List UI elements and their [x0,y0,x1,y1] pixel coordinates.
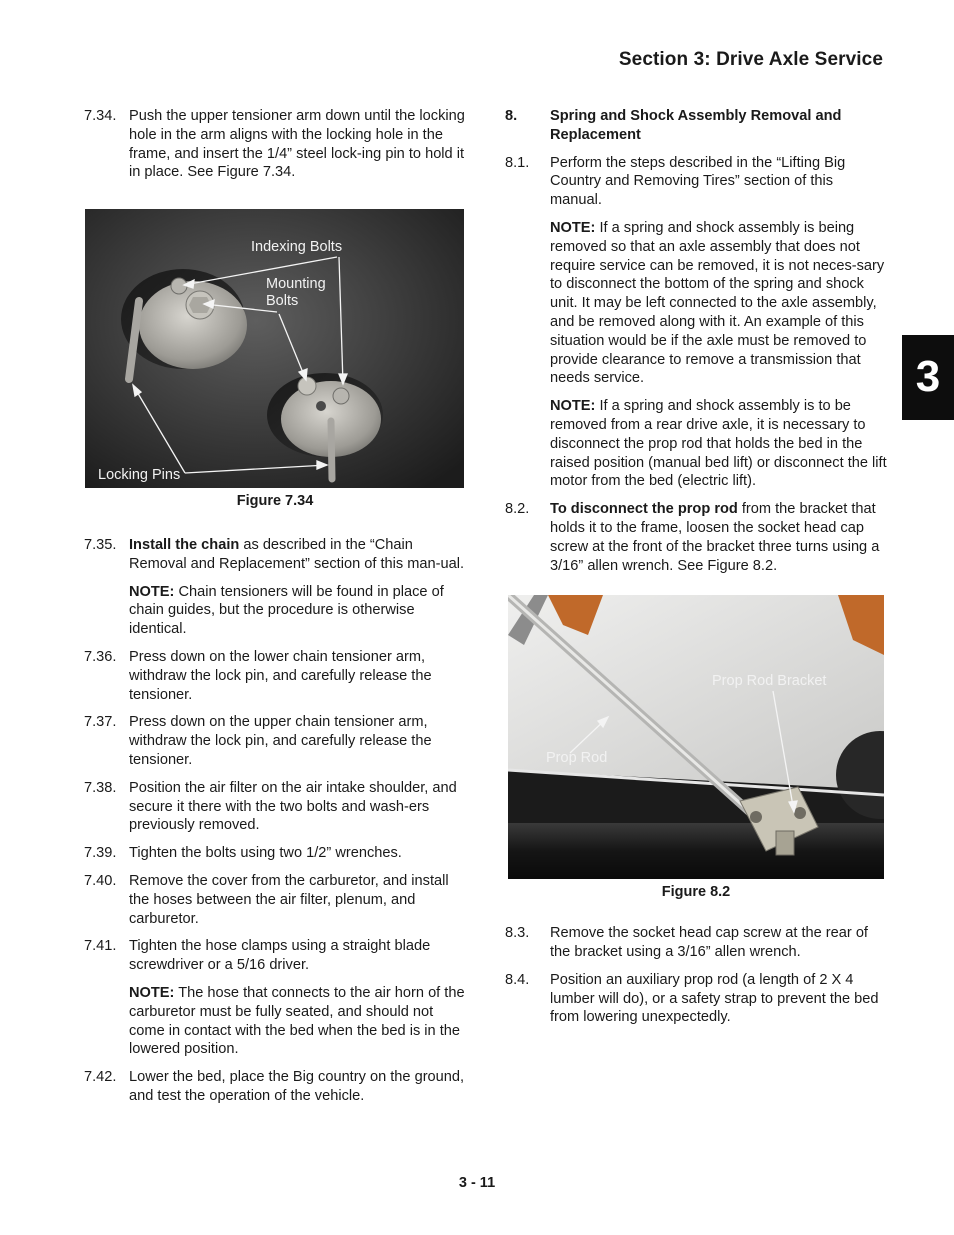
step-8-1 [505,154,887,210]
step-text: Push the upper tensioner arm down until the locking hole in the arm aligns with the locking hole in the frame, and insert the 1/4” steel lock-ing pin to hold it in place. See Figure 7.34. [129,108,465,181]
step-text: Press down on the upper chain tensioner arm, withdraw the lock pin, and carefully release the tensioner. [129,714,432,768]
figure-7-34 [84,209,466,511]
step-rest-text: as described in the “Chain Removal and Replacement” section of this man-ual. [129,536,465,572]
note-text: If a spring and shock assembly is to be removed from a rear drive axle, it is necessary to disconnect the prop rod that holds the bed in the raised position (manual bed lift) or disconnect the lift motor from the bed (electric lift). [550,398,887,490]
note-8-1-a [550,219,887,388]
step-number: 8. [505,108,518,124]
note-8-1-b [550,397,887,491]
note-text: The hose that connects to the air horn of the carburetor must be fully seated, and should not come in contact with the bed when the bed is in the lowered position. [129,984,465,1058]
step-number: 8.4. [505,971,530,988]
right-column [505,107,887,1036]
step-number: 7.34. [84,108,117,124]
prop-rod-photo-illustration [508,595,884,879]
figure-8-2 [505,595,887,902]
step-7-35 [84,536,466,574]
step-text: Perform the steps described in the “Lifting Big Country and Removing Tires” section of this manual. [550,154,846,209]
step-text: Remove the socket head cap screw at the rear of the bracket using a 3/16” allen wrench. [550,925,868,960]
step-number: 7.42. [84,1069,117,1086]
step-number: 7.40. [84,872,117,889]
step-number: 7.37. [84,714,117,731]
step-number: 7.39. [84,845,117,862]
label-prop-rod-bracket: Prop Rod Bracket [712,673,827,690]
note-label: NOTE: [129,984,175,1001]
step-number: 7.35. [84,536,117,553]
note-text: If a spring and shock assembly is being removed so that an axle assembly that does not require service can be removed, it is not neces-sary to disconnect the bottom of the spring and shock unit. It may be left connected to the axle assembly, and be removed along with it. An example of this situation would be if the axle must be removed to provide clearance to remove a transmission that needs service. [550,219,885,387]
step-text: Position an auxiliary prop rod (a length of 2 X 4 lumber will do), or a safety strap to prevent the bed from lowering unexpectedly. [550,971,879,1026]
step-text [129,536,466,574]
step-number: 7.41. [84,938,117,955]
step-number: 7.38. [84,779,117,796]
step-rest-text: from the bracket that holds it to the frame, loosen the socket head cap screw at the front of the bracket three turns using a 3/16” allen wrench. See Figure 8.2. [550,501,880,574]
step-7-40 [84,872,466,928]
page-number: 3 - 11 [458,1175,496,1191]
step-text: Press down on the lower chain tensioner arm, withdraw the lock pin, and carefully release the tensioner. [129,648,432,703]
note-7-41 [129,984,466,1059]
note-7-35 [129,583,466,639]
figure-7-34-photo [85,209,464,488]
section-8-heading [505,107,887,145]
step-7-37 [84,713,466,769]
note-text: Chain tensioners will be found in place of chain guides, but the procedure is otherwise identical. [129,583,444,638]
step-number: 8.2. [505,501,530,518]
step-number: 7.36. [84,648,117,665]
step-number: 8.3. [505,925,530,942]
step-8-4 [505,971,887,1027]
step-8-3 [505,924,887,962]
step-text: Remove the cover from the carburetor, and install the hoses between the air filter, plenum, and carburetor. [129,872,449,927]
figure-8-2-photo [508,595,884,879]
step-text [550,500,887,575]
label-prop-rod: Prop Rod [546,750,608,767]
step-text: Tighten the bolts using two 1/2” wrenches. [129,845,402,862]
step-text: Lower the bed, place the Big country on the ground, and test the operation of the vehicle. [129,1069,465,1104]
step-7-42 [84,1068,466,1106]
step-7-38 [84,779,466,835]
left-column [84,107,466,1115]
label-mounting-bolts: Mounting Bolts [266,276,326,310]
step-bold-text: Install the chain [129,536,240,553]
step-text: Tighten the hose clamps using a straight blade screwdriver or a 5/16 driver. [129,938,431,974]
step-7-34 [84,107,466,182]
step-number: 8.1. [505,154,530,171]
step-8-2 [505,500,887,575]
step-bold-text: To disconnect the prop rod [550,501,738,518]
label-indexing-bolts: Indexing Bolts [251,239,343,256]
section-title: Section 3: Drive Axle Service [618,49,883,70]
step-text: Position the air filter on the air intake shoulder, and secure it there with the two bolts and wash-ers previously removed. [129,779,457,834]
note-label: NOTE: [550,219,596,236]
figure-7-34-caption: Figure 7.34 [236,493,314,510]
step-7-41 [84,937,466,975]
section-tab: 3 [902,335,954,420]
step-7-39 [84,844,466,863]
figure-8-2-caption: Figure 8.2 [661,884,731,901]
step-7-36 [84,648,466,704]
heading-text: Spring and Shock Assembly Removal and Replacement [550,108,842,143]
note-label: NOTE: [129,583,175,600]
label-locking-pins: Locking Pins [98,467,181,484]
note-label: NOTE: [550,398,596,415]
